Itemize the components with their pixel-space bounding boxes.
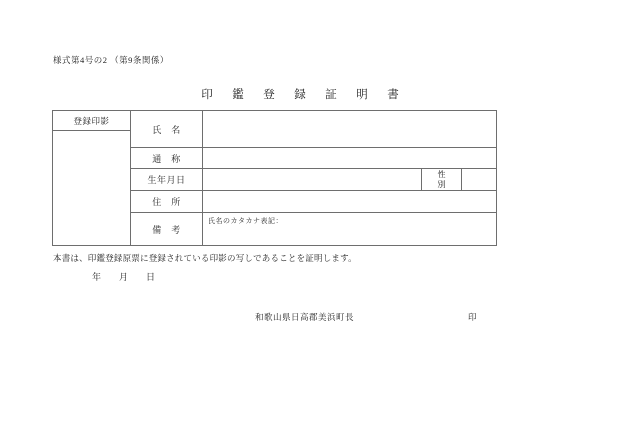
- page-title: 印 鑑 登 録 証 明 書: [201, 89, 403, 101]
- seal-impression-header: 登録印影: [53, 111, 130, 131]
- table-row-name: [131, 111, 496, 148]
- seal-impression-area: [53, 131, 130, 245]
- remarks-label: 備 考: [131, 213, 203, 245]
- date-line: 年 月 日: [92, 272, 156, 282]
- certificate-table: [52, 110, 497, 246]
- remarks-katakana-note: 氏名のカタカナ表記：: [208, 217, 283, 225]
- name-value: [203, 111, 496, 147]
- birthdate-value: [203, 169, 422, 190]
- address-value: [203, 191, 496, 212]
- seal-impression-column: [53, 111, 131, 245]
- issuer-line: [255, 311, 477, 323]
- form-number-label: 様式第4号の2 （第9条関係）: [53, 55, 169, 65]
- sex-label: [422, 169, 462, 190]
- detail-rows: [131, 111, 496, 245]
- official-seal-mark: 印: [467, 312, 477, 322]
- address-label: 住 所: [131, 191, 203, 212]
- alias-value: [203, 148, 496, 168]
- certification-statement: 本書は、印鑑登録原票に登録されている印影の写しであることを証明します。: [53, 253, 357, 263]
- issuer-name: 和歌山県日高郡美浜町長: [255, 312, 355, 322]
- table-row-alias: [131, 148, 496, 169]
- alias-label: 通 称: [131, 148, 203, 168]
- name-label: 氏 名: [131, 111, 203, 147]
- table-row-address: [131, 191, 496, 213]
- table-row-birthdate: [131, 169, 496, 191]
- table-row-remarks: [131, 213, 496, 245]
- sex-label-text: 性別: [437, 170, 446, 189]
- sex-value: [462, 169, 496, 190]
- birthdate-label: 生年月日: [131, 169, 203, 190]
